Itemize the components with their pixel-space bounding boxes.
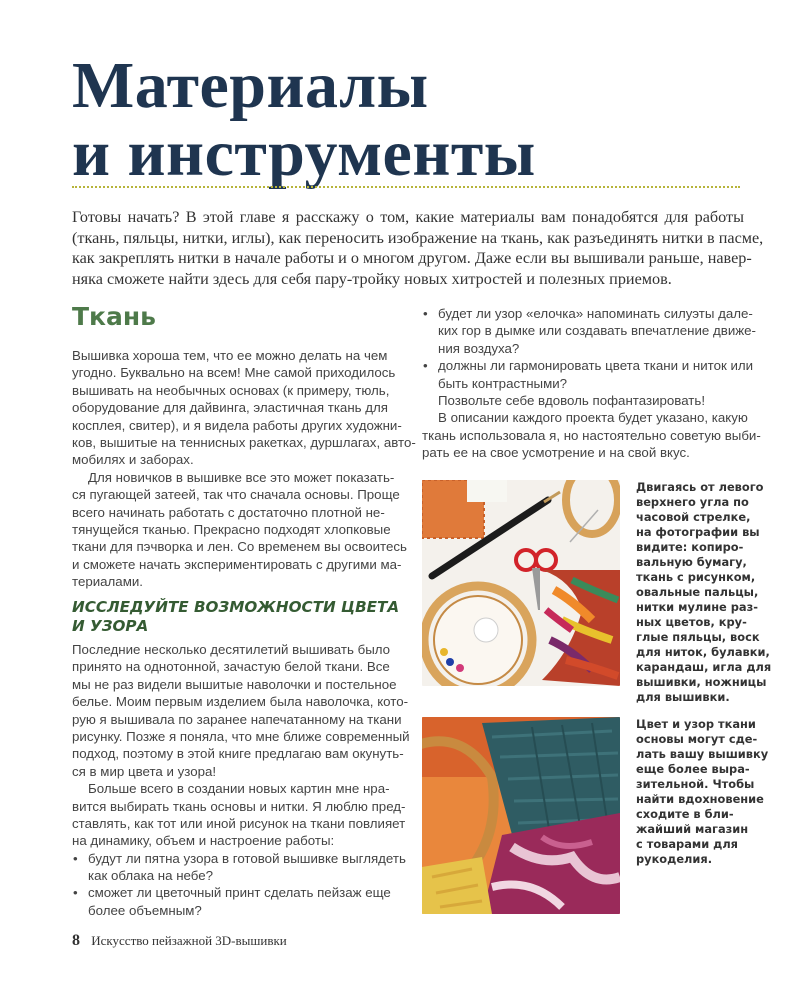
- text-line: рать ее на свое усмотрение и на свой вкус.: [422, 445, 690, 461]
- caption-line: основы могут сде-: [636, 732, 758, 746]
- caption-line: Двигаясь от левого: [636, 480, 764, 494]
- caption-line: нитки мулине раз-: [636, 600, 758, 614]
- page-title: [72, 49, 536, 190]
- text-line: косплея, свитер), и я видела работы других художни-: [72, 417, 402, 433]
- bullet-icon: •: [73, 850, 78, 866]
- text-line: более объемным?: [88, 902, 202, 918]
- intro-line: Готовы начать? В этой главе я расскажу о том, какие материалы вам понадобятся для работы: [72, 208, 744, 226]
- caption-line: карандаш, игла для: [636, 660, 772, 674]
- caption-line: глые пяльцы, воск: [636, 630, 760, 644]
- text-line: ся пугающей затеей, так что сначала основы. Проще: [72, 487, 400, 503]
- photo-fabrics-illustration: [422, 717, 620, 914]
- subheading-line-2: И УЗОРА: [72, 617, 149, 635]
- text-line: рую я вышивала по заранее напечатанному на ткани: [72, 711, 402, 727]
- caption-line: жайший магазин: [636, 822, 749, 836]
- text-line: оборудование для дайвинга, эластичная ткань для: [72, 400, 389, 416]
- text-line: ся в мир цвета и узора!: [72, 763, 217, 779]
- bullet-item: [72, 850, 406, 867]
- bullet-icon: •: [423, 306, 428, 321]
- caption-line: для вышивки.: [636, 690, 730, 704]
- caption-line: верхнего угла по: [636, 495, 749, 509]
- text-line: В описании каждого проекта будет указано, какую: [438, 410, 748, 426]
- photo-materials-tools: [422, 480, 620, 686]
- bullet-item: [422, 305, 752, 322]
- text-line: ния воздуха?: [438, 340, 520, 356]
- caption-line: на фотографии вы: [636, 525, 760, 539]
- caption-line: для ниток, булавки,: [636, 645, 770, 659]
- text-line: и сможете начать экспериментировать с другими ма-: [72, 556, 402, 572]
- caption-line: рукоделия.: [636, 852, 713, 866]
- book-title: Искусство пейзажной 3D-вышивки: [91, 933, 287, 948]
- text-line: Больше всего в создании новых картин мне нра-: [88, 781, 390, 797]
- text-line: мы не раз видели вышитые наволочки и постельное: [72, 676, 397, 692]
- subheading-line-1: ИССЛЕДУЙТЕ ВОЗМОЖНОСТИ ЦВЕТА: [72, 598, 400, 616]
- caption-line: зительной. Чтобы: [636, 777, 755, 791]
- text-line: ставлять, как тот или иной рисунок на ткани повлияет: [72, 815, 406, 831]
- caption-line: сходите в бли-: [636, 807, 734, 821]
- left-column-top: [72, 347, 416, 590]
- bullet-item: [422, 357, 752, 374]
- bullet-icon: •: [73, 885, 78, 901]
- text-line: рисунку. Позже я поняла, что мне ближе современный: [72, 728, 410, 744]
- title-line-2: и инструменты: [72, 117, 536, 190]
- text-line: мобилях и заборах.: [72, 452, 194, 468]
- title-divider: [72, 186, 740, 188]
- text-line: териалами.: [72, 574, 143, 590]
- title-line-1: Материалы: [72, 49, 429, 122]
- text-line: Вышивка хороша тем, что ее можно делать на чем: [72, 348, 388, 363]
- caption-line: часовой стрелке,: [636, 510, 751, 524]
- text-line: вится выбирать ткань основы и нитки. Я люблю пред-: [72, 798, 406, 814]
- bullet-text: сможет ли цветочный принт сделать пейзаж еще: [88, 885, 391, 901]
- text-line: вышивать на необычных основах (к примеру, тюль,: [72, 382, 390, 398]
- section-heading: Ткань: [72, 302, 156, 331]
- text-line: быть контрастными?: [438, 375, 568, 391]
- text-line: всего начинать работать с достаточно плотной не-: [72, 504, 385, 520]
- text-line: угодно. Буквально на всем! Мне самой приходилось: [72, 365, 396, 381]
- caption-line: еще более выра-: [636, 762, 750, 776]
- bullet-item: [72, 884, 402, 901]
- caption-line: ткань с рисунком,: [636, 570, 756, 584]
- text-line: ков, вышитые на теннисных ракетках, дуршлагах, авто-: [72, 434, 416, 450]
- text-line: ткани для пэчворка и лен. Со временем вы освоитесь: [72, 539, 407, 555]
- photo-caption-1: [636, 480, 771, 705]
- intro-line: (ткань, пяльцы, нитки, иглы), как переносить изображение на ткань, как разъединять нитки в пасме,: [72, 228, 764, 247]
- intro-paragraph: [72, 207, 764, 289]
- page-number: 8: [72, 932, 80, 949]
- caption-line: лать вашу вышивку: [636, 747, 769, 761]
- text-line: Последние несколько десятилетий вышивать было: [72, 642, 391, 657]
- text-line: ких гор в дымке или создавать впечатление движе-: [438, 323, 756, 339]
- page-footer: [72, 932, 287, 950]
- caption-line: найти вдохновение: [636, 792, 764, 806]
- bullet-icon: •: [423, 358, 428, 374]
- text-line: как облака на небе?: [88, 868, 214, 884]
- left-column-bottom: [72, 641, 410, 919]
- caption-line: Цвет и узор ткани: [636, 717, 756, 731]
- bullet-text: будет ли узор «елочка» напоминать силуэты дале-: [438, 306, 753, 321]
- text-line: Позвольте себе вдоволь пофантазировать!: [438, 392, 706, 408]
- bullet-text: будут ли пятна узора в готовой вышивке выглядеть: [88, 850, 406, 866]
- text-line: белье. Моим первым изделием была наволочка, кото-: [72, 694, 409, 710]
- text-line: Для новичков в вышивке все это может показать-: [88, 469, 395, 485]
- bullet-text: должны ли гармонировать цвета ткани и ниток или: [438, 358, 754, 374]
- caption-line: овальные пальцы,: [636, 585, 759, 599]
- caption-line: с товарами для: [636, 837, 738, 851]
- text-line: тянущейся тканью. Прекрасно подходят хлопковые: [72, 521, 391, 537]
- intro-line: няка сможете найти здесь для себя пару-тройку новых хитростей и полезных приемов.: [72, 269, 672, 288]
- caption-line: вальную бумагу,: [636, 555, 747, 569]
- subsection-heading: [72, 598, 399, 636]
- photo-materials-illustration: [422, 480, 620, 686]
- caption-line: вышивки, ножницы: [636, 675, 767, 689]
- photo-caption-2: [636, 717, 768, 867]
- intro-line: как закреплять нитки в начале работы и о многом другом. Даже если вы вышивали раньше, навер-: [72, 249, 752, 267]
- right-column-text: [422, 305, 761, 462]
- text-line: ткань использовала я, но настоятельно советую выби-: [422, 427, 761, 443]
- photo-fabrics: [422, 717, 620, 914]
- text-line: подход, поэтому в этой книге предлагаю вам окунуть-: [72, 746, 404, 762]
- caption-line: ных цветов, кру-: [636, 615, 747, 629]
- text-line: принято на однотонной, зачастую белой ткани. Все: [72, 659, 390, 675]
- caption-line: видите: копиро-: [636, 540, 744, 554]
- text-line: на динамику, объем и настроение работы:: [72, 833, 335, 849]
